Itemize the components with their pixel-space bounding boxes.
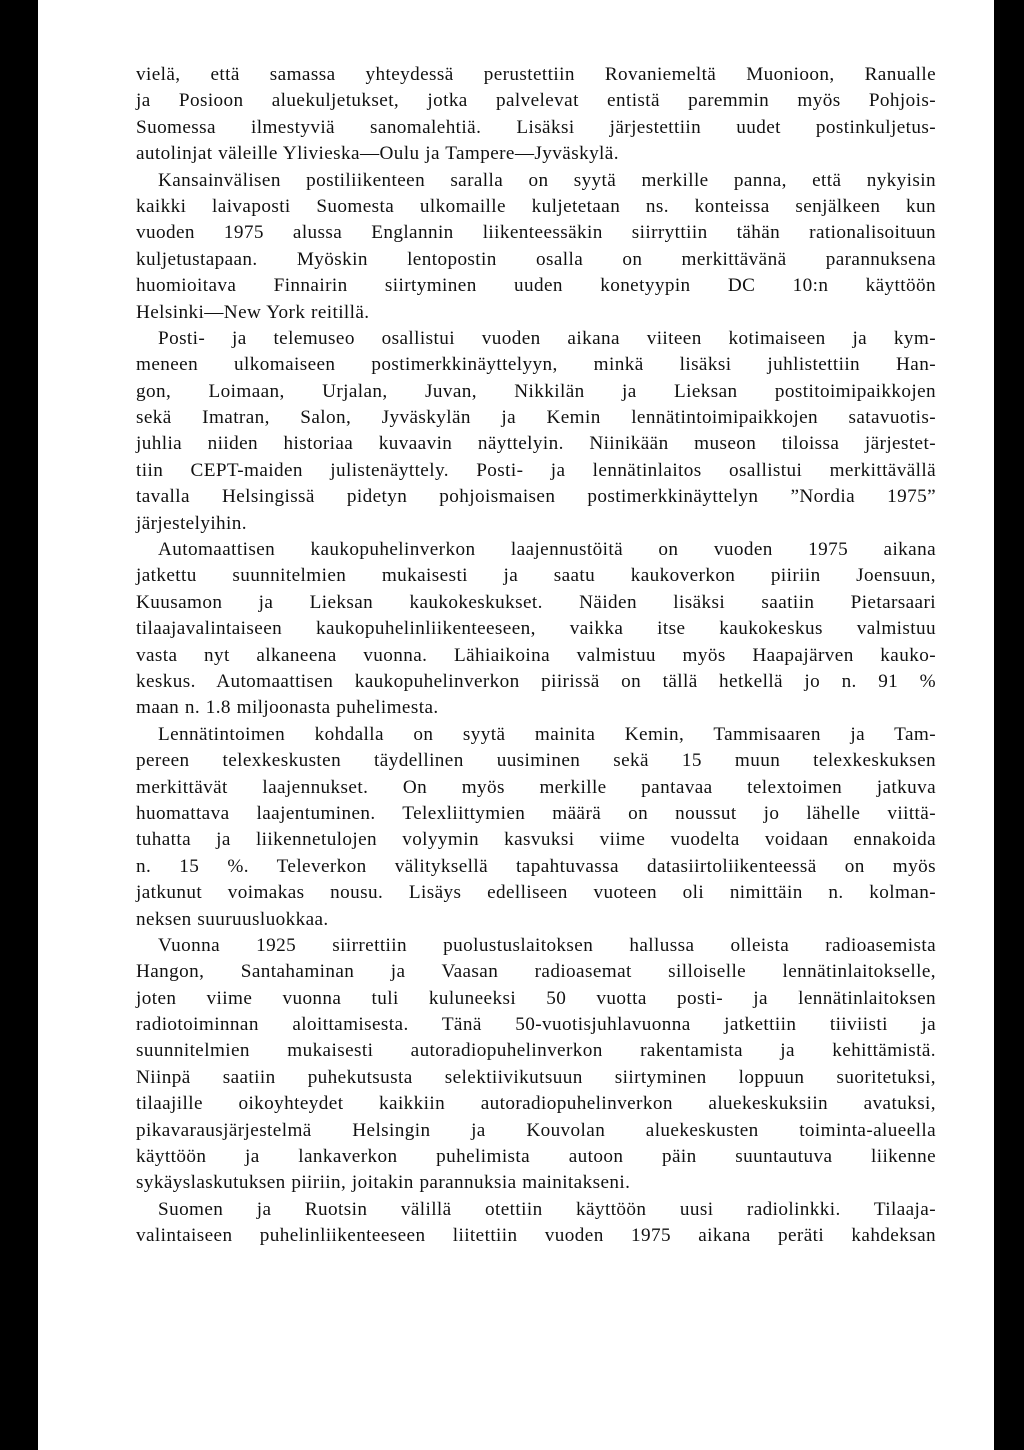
text-line: Posti- ja telemuseo osallistui vuoden aikana viiteen kotimaiseen ja kym-	[158, 327, 936, 349]
text-line: vasta nyt alkaneena vuonna. Lähiaikoina valmistuu myös Haapajärven kauko-	[136, 644, 936, 666]
text-line: Suomen ja Ruotsin välillä otettiin käyttöön uusi radiolinkki. Tilaaja-	[158, 1198, 936, 1220]
text-line: tiin CEPT-maiden julistenäyttely. Posti- ja lennätinlaitos osallistui merkittävällä	[136, 459, 936, 481]
body-text	[136, 62, 936, 1250]
text-line: käyttöön ja lankaverkon puhelimista autoon päin suuntautuva liikenne	[136, 1146, 936, 1168]
text-line: Automaattisen kaukopuhelinverkon laajennustöitä on vuoden 1975 aikana	[158, 539, 936, 561]
text-line: keskus. Automaattisen kaukopuhelinverkon piirissä on tällä hetkellä jo n. 91 %	[136, 670, 936, 692]
text-line: huomioitava Finnairin siirtyminen uuden konetyypin DC 10:n käyttöön	[136, 275, 936, 297]
text-line: Vuonna 1925 siirrettiin puolustuslaitoksen hallussa olleista radioasemista	[158, 934, 936, 956]
text-line: tuhatta ja liikennetulojen volyymin kasvuksi viime vuodelta voidaan ennakoida	[136, 829, 936, 851]
text-line: vuoden 1975 alussa Englannin liikenteessäkin siirryttiin tähän rationalisoituun	[136, 222, 936, 244]
text-line: jatkettu suunnitelmien mukaisesti ja saatu kaukoverkon piiriin Joensuun,	[136, 565, 936, 587]
text-line: pereen telexkeskusten täydellinen uusiminen sekä 15 muun telexkeskuksen	[136, 750, 936, 772]
text-line: Niinpä saatiin puhekutsusta selektiivikutsuun siirtyminen loppuun suoritetuksi,	[136, 1066, 936, 1088]
text-line: Suomessa ilmestyviä sanomalehtiä. Lisäksi järjestettiin uudet postinkuljetus-	[136, 116, 936, 138]
text-line: meneen ulkomaiseen postimerkkinäyttelyyn, minkä lisäksi juhlistettiin Han-	[136, 354, 936, 376]
text-line: tilaajille oikoyhteydet kaikkiin autoradiopuhelinverkon aluekeskuksiin avatuksi,	[136, 1093, 936, 1115]
text-line: radiotoiminnan aloittamisesta. Tänä 50-vuotisjuhlavuonna jatkettiin tiiviisti ja	[136, 1014, 936, 1036]
text-line: kuljetustapaan. Myöskin lentopostin osalla on merkittävänä parannuksena	[136, 248, 936, 270]
text-line: Helsinki—New York reitillä.	[136, 301, 370, 323]
text-line: ja Posioon aluekuljetukset, jotka palvelevat entistä paremmin myös Pohjois-	[136, 90, 936, 112]
text-line: valintaiseen puhelinliikenteeseen liitettiin vuoden 1975 aikana peräti kahdeksan	[136, 1225, 936, 1247]
text-line: suunnitelmien mukaisesti autoradiopuhelinverkon rakentamista ja kehittämistä.	[136, 1040, 936, 1062]
text-line: sykäyslaskutuksen piiriin, joitakin parannuksia mainitakseni.	[136, 1172, 631, 1194]
text-line: kaikki laivaposti Suomesta ulkomaille kuljetetaan ns. konteissa senjälkeen kun	[136, 195, 936, 217]
text-line: tavalla Helsingissä pidetyn pohjoismaisen postimerkkinäyttelyn ”Nordia 1975”	[136, 486, 936, 508]
text-line: autolinjat väleille Ylivieska—Oulu ja Tampere—Jyväskylä.	[136, 143, 619, 165]
document-page	[38, 0, 994, 1450]
text-line: Kansainvälisen postiliikenteen saralla on syytä merkille panna, että nykyisin	[158, 169, 936, 191]
text-line: maan n. 1.8 miljoonasta puhelimesta.	[136, 697, 439, 719]
text-line: gon, Loimaan, Urjalan, Juvan, Nikkilän ja Lieksan postitoimipaikkojen	[136, 380, 936, 402]
text-line: järjestelyihin.	[136, 512, 247, 534]
text-line: tilaajavalintaiseen kaukopuhelinliikenteeseen, vaikka itse kaukokeskus valmistuu	[136, 618, 936, 640]
text-line: n. 15 %. Televerkon välityksellä tapahtuvassa datasiirtoliikenteessä on myös	[136, 855, 936, 877]
text-line: huomattava laajentuminen. Telexliittymien määrä on noussut jo lähelle viittä-	[136, 802, 936, 824]
text-line: Lennätintoimen kohdalla on syytä mainita Kemin, Tammisaaren ja Tam-	[158, 723, 936, 745]
text-line: Kuusamon ja Lieksan kaukokeskukset. Näiden lisäksi saatiin Pietarsaari	[136, 591, 936, 613]
text-line: pikavarausjärjestelmä Helsingin ja Kouvolan aluekeskusten toiminta-alueella	[136, 1119, 936, 1141]
text-line: jatkunut voimakas nousu. Lisäys edelliseen vuoteen oli nimittäin n. kolman-	[136, 882, 936, 904]
text-line: merkittävät laajennukset. On myös merkille pantavaa telextoimen jatkuva	[136, 776, 936, 798]
text-line: vielä, että samassa yhteydessä perustettiin Rovaniemeltä Muonioon, Ranualle	[136, 64, 936, 85]
text-line: joten viime vuonna tuli kuluneeksi 50 vuotta posti- ja lennätinlaitoksen	[136, 987, 936, 1009]
text-line: juhlia niiden historiaa kuvaavin näyttelyin. Niinikään museon tiloissa järjestet-	[136, 433, 936, 455]
text-line: Hangon, Santahaminan ja Vaasan radioasemat silloiselle lennätinlaitokselle,	[136, 961, 936, 983]
text-line: neksen suuruusluokkaa.	[136, 908, 329, 930]
text-line: sekä Imatran, Salon, Jyväskylän ja Kemin lennätintoimipaikkojen satavuotis-	[136, 407, 936, 429]
